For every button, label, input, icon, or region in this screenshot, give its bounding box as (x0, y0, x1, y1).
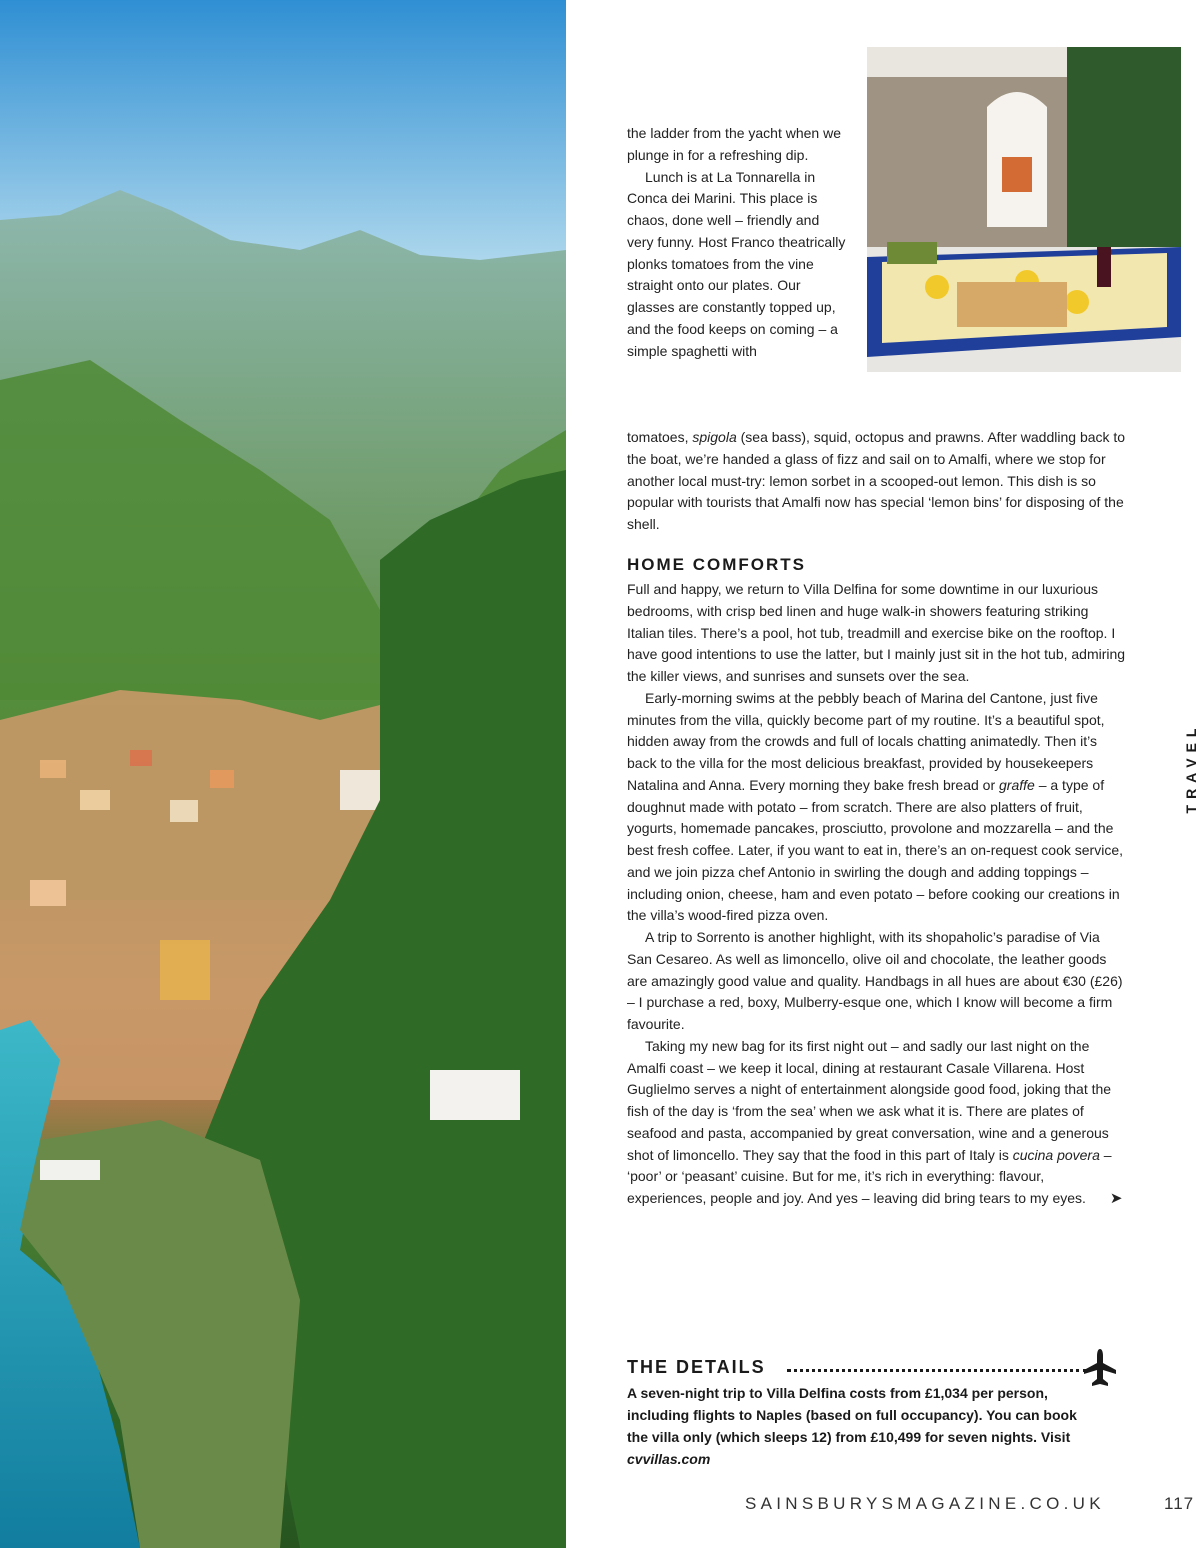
details-heading: THE DETAILS (627, 1357, 766, 1377)
details-link[interactable]: cvvillas.com (627, 1451, 711, 1467)
terrace-photo-art (867, 47, 1181, 372)
intro-narrow-column (627, 123, 847, 362)
terrace-photo (867, 47, 1181, 372)
home-paragraph-3: A trip to Sorrento is another highlight, with its shopaholic’s paradise of Via San Cesareo. As well as limoncello, olive oil and chocolate, the leather goods are amazingly good value and quality. Handbags in all hues are about €30 (£26) – I purchase a red, boxy, Mulberry-esque one, which I know will become a firm favourite. (627, 929, 1123, 1032)
lunch-text-a: tomatoes, (627, 429, 693, 445)
home-paragraph-1: Full and happy, we return to Villa Delfina for some downtime in our luxurious bedrooms, with crisp bed linen and huge walk-in showers featuring striking Italian tiles. There’s a pool, hot tub, treadmill and exercise bike on the rooftop. I have good intentions to use the latter, but I mainly just sit in the hot tub, admiring the killer views, and sunrises and sunsets over the sea. (627, 581, 1126, 684)
home-p4-text-b: – ‘poor’ or ‘peasant’ cuisine. But for me, it’s rich in everything: flavour, experiences, people and joy. And yes – leaving did bring tears to my eyes. (627, 1146, 1112, 1206)
home-p4-text-a: Taking my new bag for its first night out – and sadly our last night on the Amalfi coast – we keep it local, dining at restaurant Casale Villarena. Host Guglielmo serves a night of entertainment alongside good food, joking that the fish of the day is ‘from the sea’ when we ask what it is. There are plates of seafood and pasta, accompanied by great conversation, wine and a generous shot of limoncello. They say that the food in this part of Italy is (627, 1037, 1112, 1163)
footer-website: SAINSBURYSMAGAZINE.CO.UK (745, 1494, 1105, 1513)
home-p2-text-b: – a type of doughnut made with potato – from scratch. There are also platters of fruit, yogurts, homemade pancakes, prosciutto, provolone and mozzarella – and the best fresh coffee. Later, if you want to eat in, there’s an on-request cook service, and we join pizza chef Antonio in swirling the dough and adding toppings – including onion, cheese, ham and even potato – before cooking our creations in the villa’s wood-fired pizza oven. (627, 776, 1123, 924)
intro-paragraph: the ladder from the yacht when we plunge in for a refreshing dip. (627, 125, 842, 163)
details-text (627, 1382, 1097, 1470)
end-arrow-icon: ➤ (1109, 1190, 1123, 1207)
positano-photo (0, 0, 566, 1548)
home-p2-italic: graffe (999, 776, 1035, 793)
lunch-italic: spigola (692, 429, 737, 445)
side-label-text: TRAVEL (1183, 722, 1199, 814)
page-number: 117 (1164, 1494, 1195, 1513)
details-body: A seven-night trip to Villa Delfina costs from £1,034 per person, including flights to Naples (based on full occupancy). You can book the villa only (which sleeps 12) from £10,499 for seven nights. Visit (627, 1385, 1077, 1445)
lunch-text-b: (sea bass), squid, octopus and prawns. After waddling back to the boat, we’re handed a glass of fizz and sail on to Amalfi, where we stop for another local must-try: lemon sorbet in a scooped-out lemon. This dish is so popular with tourists that Amalfi now has special ‘lemon bins’ for disposing of the shell. (627, 429, 1126, 532)
home-p4-italic: cucina povera (1012, 1146, 1100, 1163)
home-p2-text-a: Early-morning swims at the pebbly beach of Marina del Cantone, just five minutes from the villa, quickly become part of my routine. It’s a beautiful spot, hidden away from the crowds and full of locals chatting animatedly. Then it’s back to the villa for the most delicious breakfast, provided by housekeepers Natalina and Anna. Every morning they bake fresh bread or (627, 689, 1105, 793)
lunch-continuation (627, 427, 1127, 536)
section-side-label (1181, 708, 1200, 828)
home-paragraph-2 (627, 688, 1127, 927)
home-paragraph-4 (627, 1036, 1127, 1210)
positano-photo-art (0, 0, 566, 1548)
section-heading-home-comforts: HOME COMFORTS (627, 555, 806, 574)
dotted-divider (787, 1369, 1087, 1372)
lunch-paragraph: Lunch is at La Tonnarella in Conca dei Marini. This place is chaos, done well – friendly and very funny. Host Franco theatrically plonks tomatoes from the vine straight onto our plates. Our glasses are constantly topped up, and the food keeps on coming – a simple spaghetti with (627, 168, 846, 359)
home-comforts-body (627, 579, 1127, 1210)
